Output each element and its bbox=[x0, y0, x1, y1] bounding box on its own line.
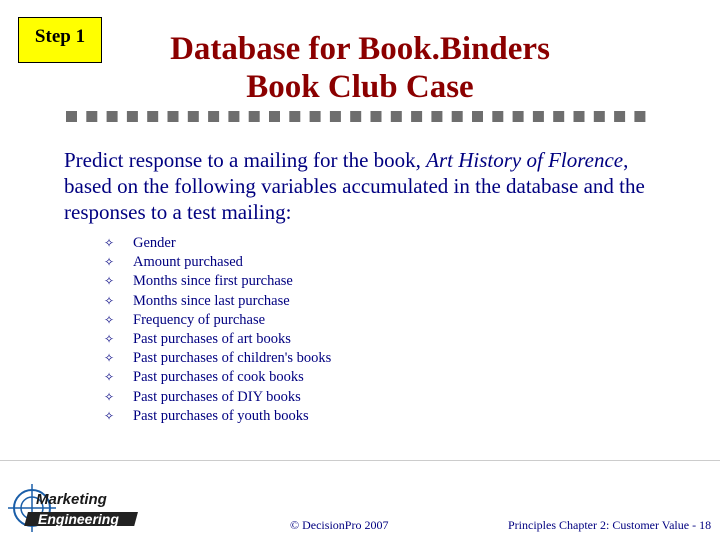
divider-square bbox=[391, 111, 402, 122]
step-label: Step 1 bbox=[34, 26, 86, 47]
variable-label: Past purchases of art books bbox=[133, 330, 291, 347]
title-line-1: Database for Book.Binders bbox=[170, 31, 550, 67]
divider-square bbox=[513, 111, 524, 122]
variable-item bbox=[104, 330, 331, 349]
four-point-star-icon: ✧ bbox=[104, 351, 115, 366]
variable-item bbox=[104, 368, 331, 387]
logo-word-2: Engineering bbox=[38, 511, 119, 527]
divider-square bbox=[492, 111, 503, 122]
variable-label: Amount purchased bbox=[133, 254, 243, 271]
title-line-2: Book Club Case bbox=[246, 69, 474, 105]
divider-square bbox=[411, 111, 422, 122]
divider-square bbox=[228, 111, 239, 122]
four-point-star-icon: ✧ bbox=[104, 370, 115, 385]
variable-item bbox=[104, 311, 331, 330]
divider-square bbox=[66, 111, 77, 122]
divider-square bbox=[533, 111, 544, 122]
four-point-star-icon: ✧ bbox=[104, 389, 115, 404]
divider-square bbox=[86, 111, 97, 122]
copyright-notice: © DecisionPro 2007 bbox=[290, 518, 389, 532]
divider-square bbox=[107, 111, 118, 122]
variable-label: Months since first purchase bbox=[133, 273, 293, 290]
footer-rule bbox=[0, 460, 720, 461]
divider-square bbox=[127, 111, 138, 122]
divider-square bbox=[371, 111, 382, 122]
variable-item bbox=[104, 388, 331, 407]
variable-item bbox=[104, 407, 331, 426]
divider-square bbox=[614, 111, 625, 122]
divider-square bbox=[168, 111, 179, 122]
book-title: Art History of Florence bbox=[426, 148, 624, 172]
divider-square bbox=[553, 111, 564, 122]
four-point-star-icon: ✧ bbox=[104, 255, 115, 270]
variable-item bbox=[104, 272, 331, 291]
divider-square bbox=[147, 111, 158, 122]
divider-square bbox=[350, 111, 361, 122]
step-badge bbox=[18, 17, 102, 63]
four-point-star-icon: ✧ bbox=[104, 293, 115, 308]
four-point-star-icon: ✧ bbox=[104, 312, 115, 327]
variable-label: Past purchases of children's books bbox=[133, 350, 332, 367]
dotted-divider bbox=[66, 109, 651, 125]
divider-square bbox=[472, 111, 483, 122]
divider-square bbox=[310, 111, 321, 122]
divider-square bbox=[188, 111, 199, 122]
divider-square bbox=[289, 111, 300, 122]
four-point-star-icon: ✧ bbox=[104, 236, 115, 250]
four-point-star-icon: ✧ bbox=[104, 408, 115, 423]
divider-square bbox=[330, 111, 341, 122]
variable-label: Frequency of purchase bbox=[133, 311, 266, 328]
variable-label: Past purchases of cook books bbox=[133, 369, 304, 386]
four-point-star-icon: ✧ bbox=[104, 274, 115, 289]
divider-square bbox=[594, 111, 605, 122]
divider-square bbox=[452, 111, 463, 122]
divider-square bbox=[208, 111, 219, 122]
slide-title bbox=[110, 30, 610, 106]
variable-label: Past purchases of DIY books bbox=[133, 388, 301, 405]
intro-text-start: Predict response to a mailing for the book, bbox=[64, 148, 427, 172]
divider-square bbox=[431, 111, 442, 122]
marketing-engineering-logo bbox=[6, 482, 156, 534]
four-point-star-icon: ✧ bbox=[104, 331, 115, 346]
intro-text-end: , based on the following variables accumulated in the database and the responses to a test mailing: bbox=[64, 148, 645, 224]
logo-word-1: Marketing bbox=[36, 491, 107, 508]
variable-list bbox=[104, 234, 331, 426]
variable-label: Past purchases of youth books bbox=[133, 407, 309, 424]
variable-label: Gender bbox=[133, 235, 176, 251]
variable-item bbox=[104, 253, 331, 272]
variable-item bbox=[104, 292, 331, 311]
divider-square bbox=[574, 111, 585, 122]
variable-item bbox=[104, 234, 331, 253]
variable-item bbox=[104, 349, 331, 368]
divider-square bbox=[634, 111, 645, 122]
intro-paragraph bbox=[64, 147, 664, 225]
page-label: Principles Chapter 2: Customer Value - 18 bbox=[508, 518, 712, 532]
variable-label: Months since last purchase bbox=[133, 292, 290, 309]
divider-square bbox=[249, 111, 260, 122]
divider-square bbox=[269, 111, 280, 122]
